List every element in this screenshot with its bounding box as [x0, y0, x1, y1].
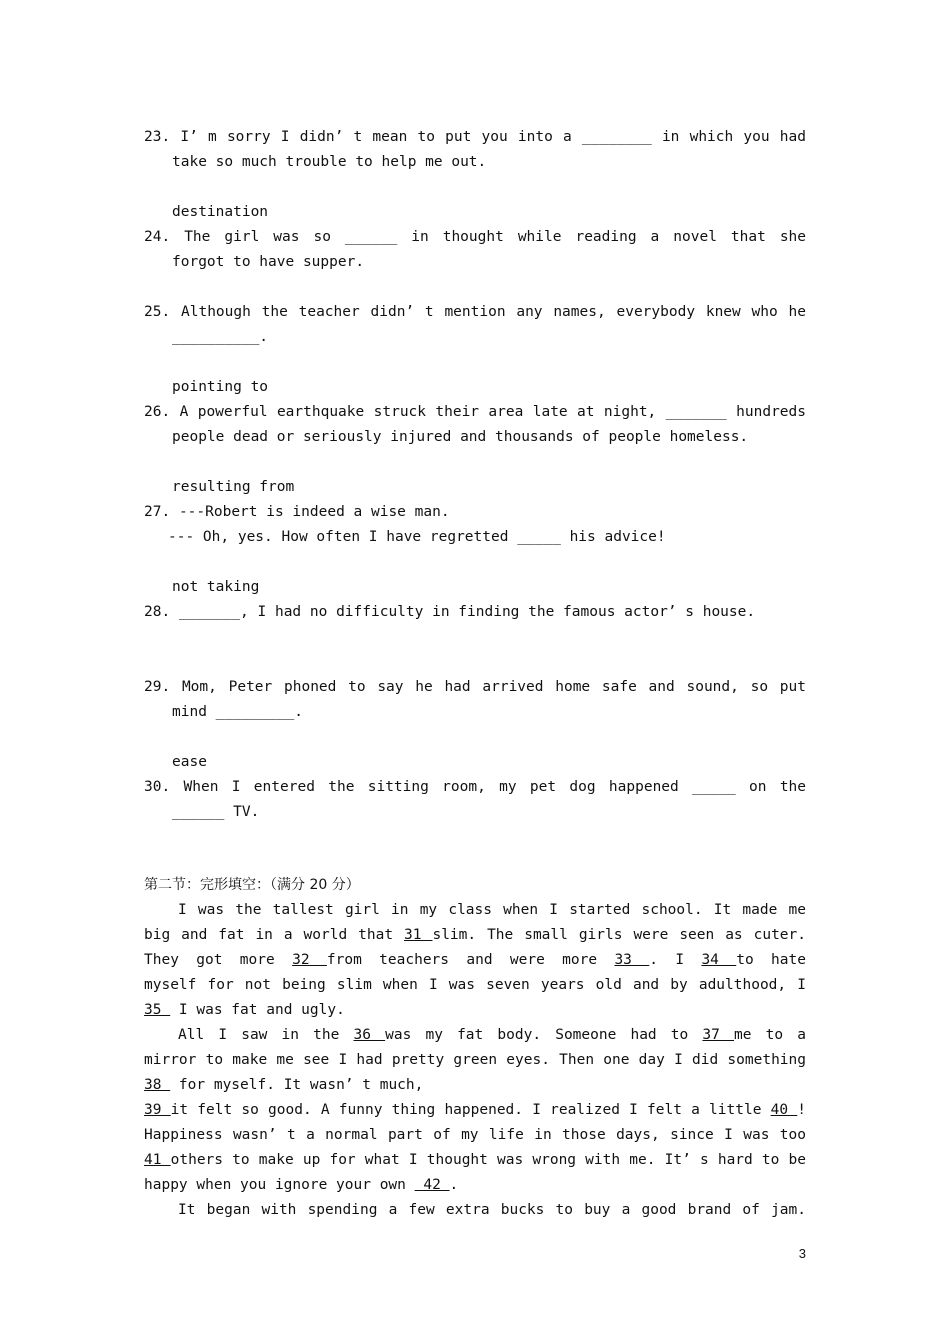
question-30-options-row1	[172, 825, 806, 850]
passage-line: All I saw in the 36 was my fat body. Someone had to 37 me to a	[178, 1027, 806, 1043]
question-29-stem: 29. Mom, Peter phoned to say he had arrived home safe and sound, so put	[144, 679, 806, 695]
question-29-stem-cont: mind _________.	[172, 704, 303, 720]
question-24-options	[172, 275, 806, 300]
question-27-options	[172, 550, 806, 575]
question-25-stem-cont: __________.	[172, 329, 269, 345]
question-26-stem: 26. A powerful earthquake struck their area late at night, _______ hundreds	[144, 404, 806, 420]
passage-line: It began with spending a few extra bucks to buy a good brand of jam.	[178, 1202, 806, 1218]
question-25-options	[172, 350, 806, 375]
blank-34: 34	[701, 952, 737, 968]
question-27-stem: 27. ---Robert is indeed a wise man.	[144, 504, 450, 520]
question-23-options	[172, 175, 806, 200]
question-26-options	[172, 450, 806, 475]
question-23-stem: 23. I’ m sorry I didn’ t mean to put you into a ________ in which you had	[144, 129, 806, 145]
question-24-stem: 24. The girl was so ______ in thought while reading a novel that she	[144, 229, 806, 245]
option-d-text: resulting from	[172, 479, 295, 495]
passage-line: happy when you ignore your own 42 .	[144, 1177, 459, 1193]
passage-line: 35 I was fat and ugly.	[144, 1002, 345, 1018]
section-heading: 第二节：完形填空：（满分 20 分）	[144, 877, 360, 893]
passage-line: 41 others to make up for what I thought was wrong with me. It’ s hard to be	[144, 1152, 806, 1168]
passage-line: Happiness wasn’ t a normal part of my life in those days, since I was too	[144, 1127, 806, 1143]
blank-42: 42	[414, 1177, 450, 1193]
passage-line: I was the tallest girl in my class when I started school. It made me	[178, 902, 806, 918]
option-d-text: not taking	[172, 579, 260, 595]
question-26-stem-cont: people dead or seriously injured and thousands of people homeless.	[172, 429, 749, 445]
question-27-stem-cont: --- Oh, yes. How often I have regretted _____ his advice!	[168, 529, 666, 545]
question-30-stem-cont: ______ TV.	[172, 804, 260, 820]
question-29-options	[172, 725, 806, 750]
option-d-text: pointing to	[172, 379, 269, 395]
question-23-stem-cont: take so much trouble to help me out.	[172, 154, 487, 170]
question-30-stem: 30. When I entered the sitting room, my pet dog happened _____ on the	[144, 779, 806, 795]
question-28-options-row1	[172, 625, 806, 650]
option-d-text: ease	[172, 754, 207, 770]
blank-40: 40	[770, 1102, 798, 1118]
blank-37: 37	[702, 1027, 735, 1043]
passage-line: They got more 32 from teachers and were more 33 . I 34 to hate	[144, 952, 806, 968]
passage-line: mirror to make me see I had pretty green eyes. Then one day I did something	[144, 1052, 806, 1068]
passage-line: 38 for myself. It wasn’ t much,	[144, 1077, 424, 1093]
question-24-stem-cont: forgot to have supper.	[172, 254, 365, 270]
page-number: 3	[798, 1246, 806, 1261]
blank-32: 32	[292, 952, 327, 968]
question-30-options-row2	[172, 850, 806, 875]
blank-31: 31	[404, 927, 433, 943]
blank-38: 38	[144, 1077, 171, 1093]
question-28-stem: 28. _______, I had no difficulty in finding the famous actor’ s house.	[144, 604, 756, 620]
blank-33: 33	[614, 952, 650, 968]
question-25-stem: 25. Although the teacher didn’ t mention any names, everybody knew who he	[144, 304, 806, 320]
blank-39: 39	[144, 1102, 171, 1118]
blank-41: 41	[144, 1152, 171, 1168]
passage-line: myself for not being slim when I was seven years old and by adulthood, I	[144, 977, 806, 993]
passage-line: big and fat in a world that 31 slim. The small girls were seen as cuter.	[144, 927, 806, 943]
question-28-options-row2	[172, 650, 806, 675]
option-d-text: destination	[172, 204, 269, 220]
passage-line: 39 it felt so good. A funny thing happened. I realized I felt a little 40 !	[144, 1102, 806, 1118]
blank-35: 35	[144, 1002, 171, 1018]
blank-36: 36	[353, 1027, 386, 1043]
